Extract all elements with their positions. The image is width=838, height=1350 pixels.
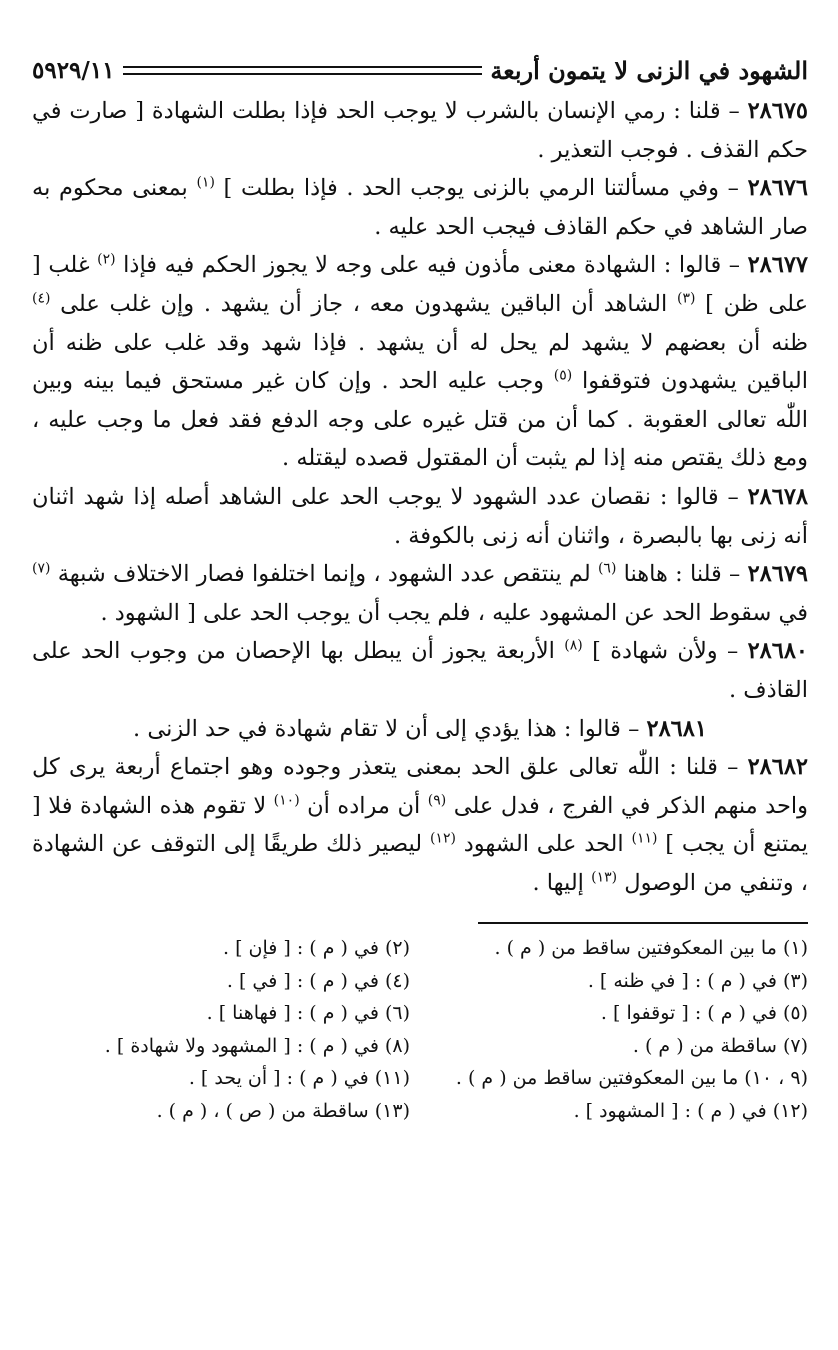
page-header <box>32 52 808 88</box>
paragraph <box>32 92 808 169</box>
footnote: (٣) في ( م ) : [ في ظنه ] . <box>587 969 808 992</box>
body-text <box>32 92 808 902</box>
paragraph <box>32 478 808 555</box>
paragraph <box>32 246 808 478</box>
footnote: (١١) في ( م ) : [ أن يحد ] . <box>188 1067 410 1090</box>
footnote-reference: (١١) <box>631 830 658 847</box>
paragraph-text: – قالوا : هذا يؤدي إلى أن لا تقام شهادة في حد الزنى . <box>133 715 640 742</box>
paragraph <box>32 632 808 709</box>
paragraph <box>32 748 808 902</box>
footnote: (٨) في ( م ) : [ المشهود ولا شهادة ] . <box>104 1034 410 1057</box>
paragraph-text: – قلنا : اللّٰه تعالى علق الحد بمعنى يتعذر وجوده وهو اجتماع أربعة يرى كل واحد منهم الذكر في الفرج ، فدل على <box>32 754 808 819</box>
running-title: الشهود في الزنى لا يتمون أربعة <box>490 55 808 85</box>
paragraph-text: – قلنا : هاهنا <box>616 561 741 588</box>
paragraph <box>32 169 808 246</box>
paragraph-number: ٢٨٦٧٨ <box>747 483 808 510</box>
footnote-reference: (١) <box>196 174 215 191</box>
page-number: ٥٩٢٩/١١ <box>32 56 115 84</box>
footnote-reference: (٩) <box>427 792 447 809</box>
footnote-reference: (٦) <box>597 560 617 577</box>
footnote-reference: (٥) <box>553 367 573 384</box>
footnote-reference: (١٠) <box>273 792 300 809</box>
paragraph-text: بمعنى محكوم به صار الشاهد في حكم القاذف فيجب الحد عليه . <box>32 175 808 240</box>
paragraph-text: أن مراده أن <box>299 792 428 819</box>
paragraph-text: إليها . <box>532 869 592 896</box>
paragraph-text: في سقوط الحد عن المشهود عليه ، فلم يجب أن يوجب الحد على [ الشهود . <box>100 599 808 626</box>
paragraph-text: – قلنا : رمي الإنسان بالشرب لا يوجب الحد فإذا بطلت الشهادة [ صارت في حكم القذف . فوجب التعذير . <box>32 98 808 163</box>
paragraph-text: الأربعة يجوز أن يبطل بها الإحصان من وجوب الحد على القاذف . <box>32 638 808 703</box>
paragraph <box>32 555 808 632</box>
footnote-reference: (٧) <box>32 560 51 577</box>
footnote-reference: (٣) <box>676 290 696 307</box>
footnote: (٧) ساقطة من ( م ) . <box>632 1034 808 1057</box>
paragraph-text: ليصير ذلك طريقًا إلى التوقف عن الشهادة ، وتنفي من الوصول <box>32 831 808 896</box>
paragraph-number: ٢٨٦٧٩ <box>747 561 808 588</box>
paragraph-number: ٢٨٦٧٧ <box>747 252 808 279</box>
footnote-reference: (١٣) <box>591 869 618 886</box>
paragraph-text: – وفي مسألتنا الرمي بالزنى يوجب الحد . فإذا بطلت ] <box>214 175 739 202</box>
footnote-reference: (٨) <box>564 637 583 654</box>
paragraph-text: وجب عليه الحد . وإن كان غير مستحق فيما بينه وبين اللّٰه تعالى العقوبة . كما أن من قتل غيره على وجه الدفع فقد فعل ما وجب عليه ، ومع ذلك يقتص منه إذا لم يثبت أن المقتول قصده ليقتله . <box>32 368 808 472</box>
footnote: (٦) في ( م ) : [ فهاهنا ] . <box>206 1002 410 1025</box>
paragraph-number: ٢٨٦٧٦ <box>747 175 808 202</box>
paragraph-number: ٢٨٦٨٠ <box>747 638 809 665</box>
footnote-rule <box>478 922 808 924</box>
paragraph-text: لم ينتقص عدد الشهود ، وإنما اختلفوا فصار الاختلاف شبهة <box>50 561 598 588</box>
footnote: (٩ ، ١٠) ما بين المعكوفتين ساقط من ( م ) . <box>455 1067 808 1090</box>
footnote: (٢) في ( م ) : [ فإن ] . <box>222 937 410 960</box>
footnote: (١٣) ساقطة من ( ص ) ، ( م ) . <box>156 1099 410 1122</box>
paragraph-text: – ولأن شهادة ] <box>582 638 739 665</box>
paragraph <box>32 710 808 749</box>
paragraph-number: ٢٨٦٧٥ <box>747 98 809 124</box>
paragraph-text: ظنه أن بعضهم لا يشهد لم يحل له أن يشهد . فإذا شهد وقد غلب على ظنه أن الباقين يشهدون فتوقفوا <box>32 329 809 395</box>
paragraph-text: الشاهد أن الباقين يشهدون معه ، جاز أن يشهد . وإن غلب على <box>50 290 677 317</box>
footnote: (٥) في ( م ) : [ توقفوا ] . <box>600 1002 808 1025</box>
paragraph-text: – قالوا : نقصان عدد الشهود لا يوجب الحد على الشاهد أصله إذا شهد اثنان أنه زنى بها بالبصرة ، واثنان أنه زنى بالكوفة . <box>32 483 808 549</box>
footnote-reference: (٤) <box>32 290 51 307</box>
footnote: (٤) في ( م ) : [ في ] . <box>226 969 410 992</box>
paragraph-text: غلب [ على ظن ] <box>32 252 808 317</box>
footnote-reference: (٢) <box>97 251 116 268</box>
paragraph-number: ٢٨٦٨٢ <box>747 754 808 781</box>
footnote: (١) ما بين المعكوفتين ساقط من ( م ) . <box>494 937 808 960</box>
paragraph-text: الحد على الشهود <box>455 831 632 858</box>
paragraph-text: – قالوا : الشهادة معنى مأذون فيه على وجه لا يجوز الحكم فيه فإذا <box>115 252 741 279</box>
paragraph-number: ٢٨٦٨١ <box>646 715 707 742</box>
footnote: (١٢) في ( م ) : [ المشهود ] . <box>573 1099 808 1122</box>
paragraph-text: لا تقوم هذه الشهادة فلا [ يمتنع أن يجب ] <box>32 792 809 858</box>
footnotes <box>32 932 808 1127</box>
footnote-reference: (١٢) <box>429 830 456 847</box>
header-rule <box>123 66 483 75</box>
